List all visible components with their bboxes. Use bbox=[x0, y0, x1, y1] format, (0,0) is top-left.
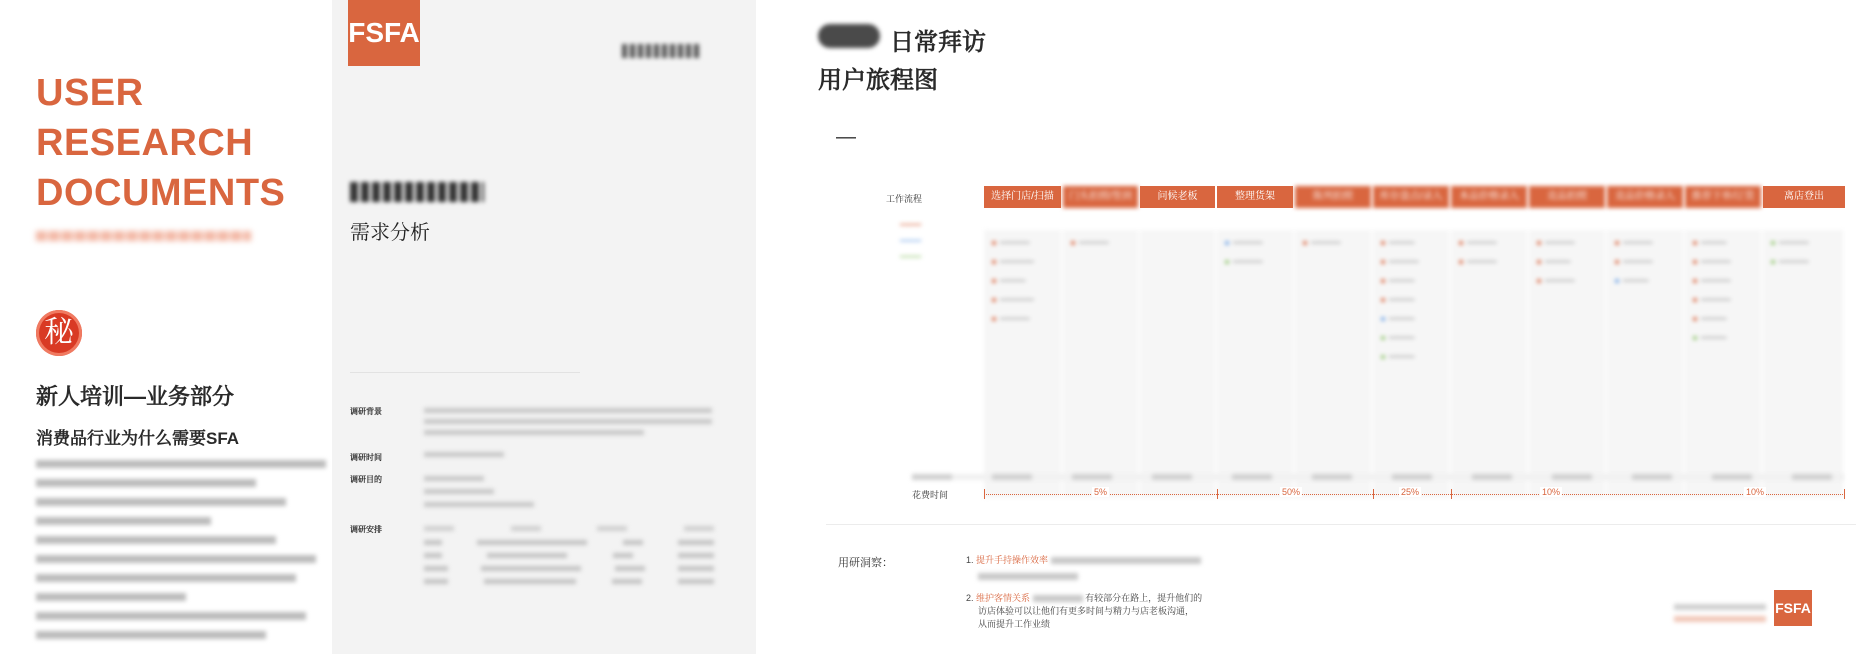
time-spent-label: 花费时间 bbox=[912, 490, 949, 500]
insight-2-text-redacted bbox=[1033, 595, 1083, 602]
insight-1-highlight: 提升手持操作效率 bbox=[976, 555, 1049, 565]
insight-divider bbox=[826, 524, 1856, 525]
body-text-redacted bbox=[36, 454, 332, 650]
wordmark-redacted bbox=[622, 44, 700, 58]
insight-2-number: 2. bbox=[966, 593, 974, 603]
meta-plan-table-redacted bbox=[424, 526, 714, 584]
insight-label: 用研洞察： bbox=[838, 557, 893, 569]
stage-select-store: 选择门店/扫描 bbox=[984, 186, 1063, 208]
stage-organize-shelf: 整理货架 bbox=[1217, 186, 1295, 208]
meta-label-goal: 调研目的 bbox=[350, 475, 382, 484]
meta-label-time: 调研时间 bbox=[350, 453, 382, 462]
insight-2-highlight: 维护客情关系 bbox=[976, 593, 1031, 603]
insight-1-text-line2-redacted bbox=[978, 573, 1078, 580]
time-percent: 10% bbox=[1746, 487, 1765, 497]
time-percent: 5% bbox=[1094, 487, 1108, 497]
flow-label: 工作流程 bbox=[886, 194, 923, 204]
doc-page-requirements bbox=[332, 0, 756, 654]
training-title: 新人培训—业务部分 bbox=[36, 384, 235, 409]
category-row-redacted bbox=[912, 474, 1844, 484]
cover-title-line: RESEARCH bbox=[36, 122, 254, 164]
section-dash: — bbox=[836, 126, 856, 148]
time-percent: 50% bbox=[1282, 487, 1301, 497]
pain-point-columns-redacted: ━━━━━━━ ━━━━━━━━ ━━━━━━ ━━━━━━━━ ━━━━━━━ ━━━━━━━ ━━━━━━━ ━━━━━━━ ━━━━━━━ ━━━━━━ ━━━━━━━ ━━━━━━ ━━━━━━ ━━━━━━ ━━━━━━ ━━━━━━ ━━━━━━━ ━━━━━━━ ━━━━━━━ ━━━━━━ ━━━━━━━ ━━━━━━━ ━━━━━━━ ━━━━━━ ━━━━━━ ━━━━━━━ ━━━━━━━ ━━━━━━━ ━━━━━━ ━━━━━━ ━━━━━━━ ━━━━━━━ bbox=[984, 208, 1845, 478]
stage-checkout: 离店登出 bbox=[1763, 186, 1845, 208]
question-title: 消费品行业为什么需要SFA bbox=[36, 429, 240, 448]
stage-own-price: 本品价格录入 bbox=[1451, 186, 1529, 208]
stage-inventory: 库存盘点/录入 bbox=[1373, 186, 1451, 208]
doc-page-journey-map bbox=[756, 0, 1860, 654]
insight-2-line3: 从而提升工作业绩 bbox=[978, 619, 1051, 629]
stage-storefront-photo: 门头拍照/签到 bbox=[1063, 186, 1140, 208]
cover-title-line: DOCUMENTS bbox=[36, 172, 286, 214]
secret-seal: 秘 bbox=[36, 310, 82, 356]
page-title-line2: 用户旅程图 bbox=[818, 67, 938, 94]
meta-value-time-redacted bbox=[424, 452, 504, 457]
time-percent: 10% bbox=[1542, 487, 1561, 497]
meta-label-background: 调研背景 bbox=[350, 407, 382, 416]
stage-competitor-price: 竞品价格录入 bbox=[1607, 186, 1685, 208]
time-tick bbox=[1844, 489, 1845, 499]
stage-order: 推荐下单/订货 bbox=[1685, 186, 1763, 208]
time-percent: 25% bbox=[1401, 487, 1420, 497]
insight-1-text-redacted bbox=[1051, 557, 1201, 564]
stage-display-photo: 陈列拍照 bbox=[1295, 186, 1373, 208]
section-heading-redacted bbox=[350, 182, 484, 202]
cover-title bbox=[36, 68, 285, 218]
time-tick bbox=[1373, 489, 1374, 499]
time-spent-bar bbox=[984, 489, 1845, 503]
section-title: 需求分析 bbox=[350, 222, 430, 244]
footer-fsfa-logo: FSFA bbox=[1774, 590, 1812, 626]
insight-item-2 bbox=[966, 592, 1286, 631]
cover-subtitle-redacted bbox=[36, 228, 251, 244]
brand-name-redacted bbox=[818, 24, 880, 48]
time-tick bbox=[984, 489, 985, 499]
insight-item-1 bbox=[966, 554, 1266, 580]
stage-competitor-photo: 竞品拍照 bbox=[1529, 186, 1607, 208]
cover-title-line: USER bbox=[36, 72, 144, 114]
page-title-line1: 日常拜访 bbox=[890, 29, 986, 56]
insight-1-number: 1. bbox=[966, 555, 974, 565]
meta-value-background-redacted bbox=[424, 406, 712, 435]
fsfa-logo: FSFA bbox=[348, 0, 420, 66]
doc-page-cover bbox=[0, 0, 332, 654]
insight-2-text: 有较部分在路上，提升他们的 bbox=[1085, 593, 1203, 603]
stage-greet-owner: 问候老板 bbox=[1140, 186, 1217, 208]
time-tick bbox=[1451, 489, 1452, 499]
meta-value-goal-redacted bbox=[424, 476, 534, 507]
time-tick bbox=[1217, 489, 1218, 499]
meta-divider bbox=[350, 372, 580, 373]
footer-meta-redacted bbox=[1674, 604, 1766, 622]
legend-redacted: ━━━━━ ━━━━━ ━━━━━ bbox=[900, 222, 922, 261]
insight-2-line2: 访店体验可以让他们有更多时间与精力与店老板沟通， bbox=[978, 606, 1195, 616]
meta-label-plan: 调研安排 bbox=[350, 525, 382, 534]
